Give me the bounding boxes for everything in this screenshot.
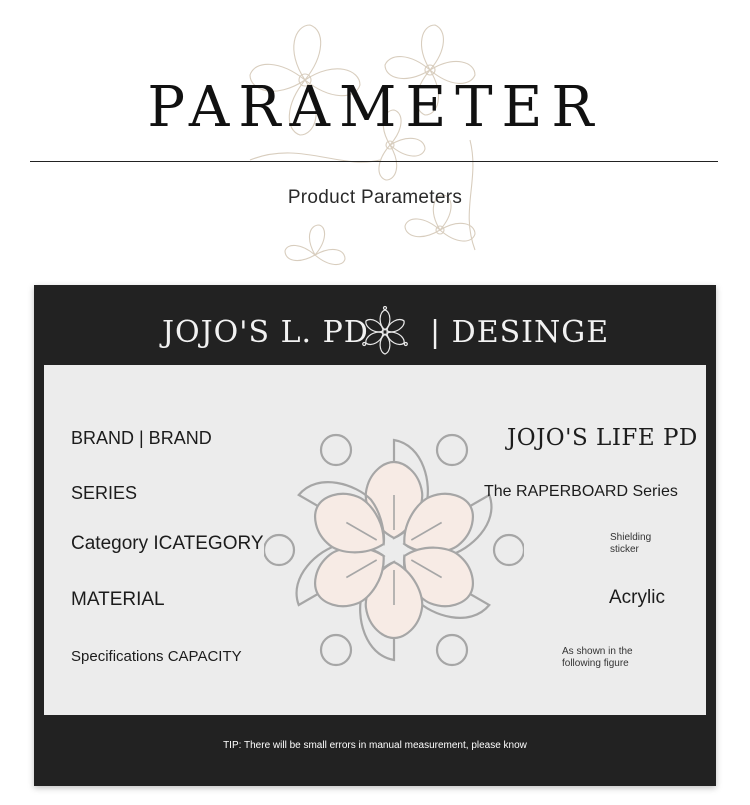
value-category-line-2: sticker: [610, 544, 639, 555]
label-brand: BRAND | BRAND: [71, 428, 212, 448]
design-label: | DESINGE: [430, 315, 610, 350]
title-divider: [30, 161, 718, 162]
value-category: [610, 532, 651, 556]
page-title: PARAMETER: [147, 75, 603, 140]
label-category: Category ICATEGORY: [71, 533, 264, 554]
card-header: [34, 285, 716, 365]
flower-outline-icon: [264, 430, 524, 670]
cherry-blossom-watermark: [220, 20, 520, 290]
value-specifications: [562, 646, 633, 670]
value-material: Acrylic: [609, 587, 665, 608]
parameter-panel: [44, 365, 706, 715]
parameter-card: [34, 285, 716, 786]
value-specifications-line-2: following figure: [562, 658, 629, 669]
brand-name: JOJO'S L. PD: [162, 315, 369, 350]
label-series: SERIES: [71, 483, 138, 503]
label-specifications: Specifications CAPACITY: [71, 648, 242, 665]
label-material: MATERIAL: [71, 589, 165, 610]
value-series: The RAPERBOARD Series: [484, 483, 678, 500]
value-specifications-line-1: As shown in the: [562, 646, 633, 657]
value-brand: JOJO'S LIFE PD: [507, 425, 698, 451]
page-subtitle: Product Parameters: [287, 187, 463, 208]
measurement-tip: TIP: There will be small errors in manual measurement, please know: [223, 740, 527, 751]
value-category-line-1: Shielding: [610, 532, 652, 543]
flower-logo-icon: [359, 306, 411, 358]
